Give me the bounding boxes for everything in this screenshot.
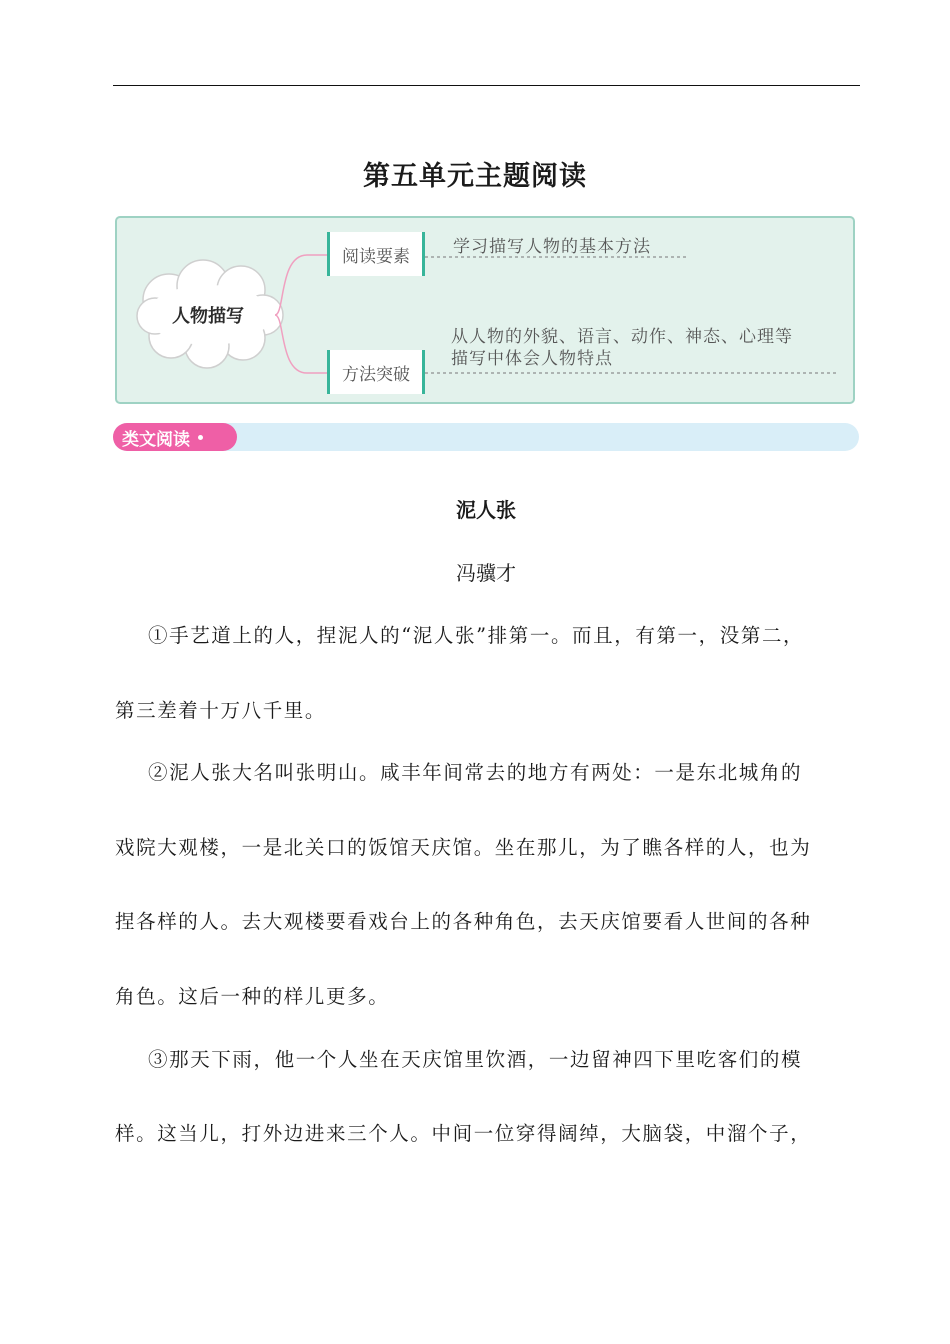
mindmap — [115, 216, 855, 404]
paragraph-line: 角色。这后一种的样儿更多。 — [115, 985, 390, 1008]
mindmap-node-reading-element: 阅读要素 — [327, 232, 425, 276]
section-tag — [113, 423, 237, 451]
paragraph-line: ②泥人张大名叫张明山。咸丰年间常去的地方有两处：一是东北城角的 — [148, 761, 803, 784]
paragraph-line: ③那天下雨，他一个人坐在天庆馆里饮酒，一边留神四下里吃客们的模 — [148, 1048, 803, 1071]
bullet-dot-icon — [198, 435, 203, 440]
article-author: 冯骥才 — [456, 561, 516, 585]
leaf-line: 描写中体会人物特点 — [451, 349, 613, 369]
article-title: 泥人张 — [456, 498, 516, 522]
page-title: 第五单元主题阅读 — [363, 161, 587, 192]
paragraph-line: 捏各样的人。去大观楼要看戏台上的各种角色，去天庆馆要看人世间的各种 — [115, 910, 812, 933]
paragraph-line: 第三差着十万八千里。 — [115, 699, 327, 722]
paragraph-line: 样。这当儿，打外边进来三个人。中间一位穿得阔绰，大脑袋，中溜个子， — [115, 1122, 812, 1145]
section-tag-label: 类文阅读 — [122, 429, 190, 450]
leaf-line: 从人物的外貌、语言、动作、神态、心理等 — [451, 327, 793, 347]
mindmap-leaf-method-breakthrough — [451, 326, 851, 370]
header-rule — [113, 85, 860, 86]
paragraph-line: ①手艺道上的人，捏泥人的“泥人张”排第一。而且，有第一，没第二， — [148, 624, 805, 647]
paragraph-line: 戏院大观楼，一是北关口的饭馆天庆馆。坐在那儿，为了瞧各样的人，也为 — [115, 836, 812, 859]
mindmap-leaf-reading-element: 学习描写人物的基本方法 — [453, 237, 651, 257]
mindmap-center-label: 人物描写 — [172, 306, 244, 327]
mindmap-node-method-breakthrough: 方法突破 — [327, 350, 425, 394]
